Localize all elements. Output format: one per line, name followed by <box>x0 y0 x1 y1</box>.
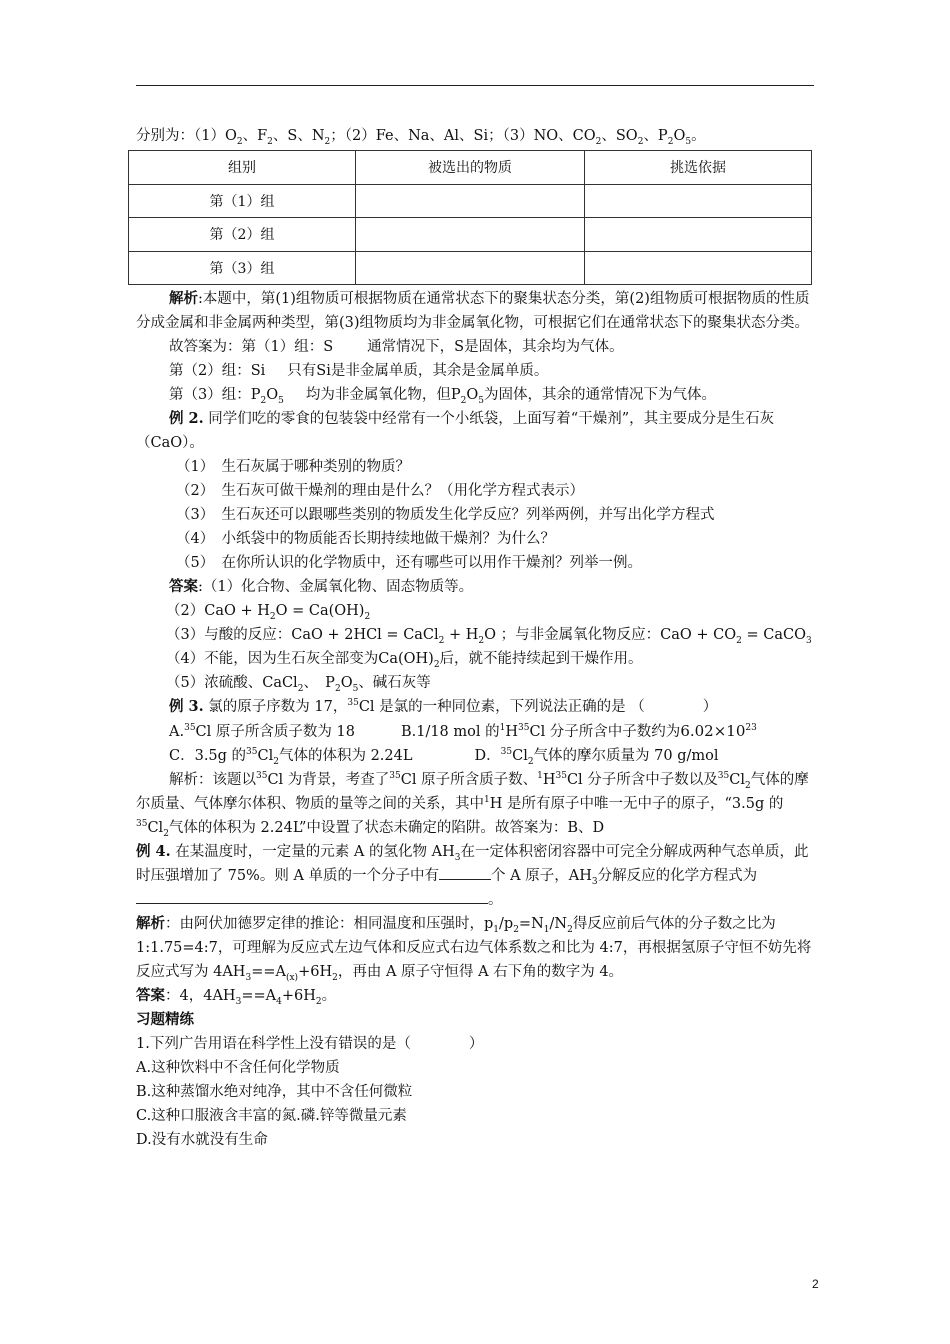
ex4-stem: 例 4. 在某温度时，一定量的元素 A 的氢化物 $AH_3$在一定体积密闭容器中可完全分解成两种气态单质，此时压强增加了 75%。则 A 单质的一个分子中有 个 A 原子，$AH_3$分解反应的化学方程式为。 <box>136 843 809 908</box>
ex3-stem: 例 3. 氯的原子序数为 17，$^{35}$Cl 是氯的一种同位素，下列说法正确的是 （ ） <box>169 698 718 715</box>
intro-line: 分别为：$(1)O_2$、$F_2$、S、$N_2$；（2）Fe、Na、Al、Si；（3）NO、$CO_2$、$SO_2$、$P_2O_5$。 <box>136 128 706 147</box>
table-cell: 第（3）组 <box>129 251 356 285</box>
ex2-question: （4） 小纸袋中的物质能否长期持续地做干燥剂？为什么？ <box>176 531 555 547</box>
table-cell: 第（2）组 <box>129 218 356 252</box>
ex3-options-ab: A.$^{35}$Cl 原子所含质子数为 18 B.1/18 mol 的$^1H^{35}Cl$ 分子所含中子数约为$6.02\times 10^{23}$ <box>169 722 757 740</box>
table-row <box>129 184 812 218</box>
ex2-question: （2） 生石灰可做干燥剂的理由是什么？（用化学方程式表示） <box>176 483 584 499</box>
table-row <box>129 218 812 252</box>
table-header: 组别 <box>129 151 356 185</box>
ex4-answer: 答案：4，$4AH_3==A_4+6H_2$。 <box>136 987 337 1007</box>
practice-title: 习题精练 <box>136 1011 194 1028</box>
page-content <box>136 124 826 1152</box>
ex2-stem: 例 2. 同学们吃的零食的包装袋中经常有一个小纸袋，上面写着“干燥剂”，其主要成分是生石灰（CaO）。 <box>136 410 775 451</box>
ex2-answer-3: （3）与酸的反应：CaO + 2HCl = CaCl$_2$ + $H_2O$ ；与非金属氧化物反应：CaO + $CO_2$ = CaCO$_3$ <box>166 627 812 646</box>
ex4-analysis: 解析：由阿伏加德罗定律的推论：相同温度和压强时，$p_1/p_2=N_1/N_2$得反应前后气体的分子数之比为 1:1.75=4:7，可理解为反应式左边气体和反应式右边气体系数之和比为 4:7，再根据氢原子守恒不妨先将反应式写为 $4AH_3==A_{(x)}+6H_2$，再由 A 原子守恒得 A 右下角的数字为 4。 <box>136 915 812 983</box>
table-cell: 第（1）组 <box>129 184 356 218</box>
page-number: 2 <box>812 1277 819 1291</box>
practice-option: A.这种饮料中不含任何化学物质 <box>136 1060 340 1076</box>
ex2-answer-5: （5）浓硫酸、CaCl$_2$、 $P_2O_5$、碱石灰等 <box>166 675 431 694</box>
table-cell <box>356 218 585 252</box>
table-cell <box>356 251 585 285</box>
table-row <box>129 251 812 285</box>
ex2-answer-2: $(2)CaO + H_2O = Ca(OH)_2$ <box>166 603 371 622</box>
table-header: 挑选依据 <box>585 151 812 185</box>
table-cell <box>585 251 812 285</box>
table-header-row <box>129 151 812 185</box>
header-rule <box>136 85 814 86</box>
answer-blank[interactable] <box>439 865 491 880</box>
ex2-answer-4: （4）不能，因为生石灰全部变为$Ca(OH)_2$后，就不能持续起到干燥作用。 <box>166 651 643 670</box>
ex2-answer-1: 答案:（1）化合物、金属氧化物、固态物质等。 <box>169 578 474 595</box>
intro-text: 分别为：（1）O <box>136 128 237 144</box>
practice-option: C.这种口服液含丰富的氮.磷.锌等微量元素 <box>136 1108 407 1124</box>
ex1-answer-2: 第（2）组：Si 只有Si是非金属单质，其余是金属单质。 <box>169 363 549 379</box>
ex2-question: （1） 生石灰属于哪种类别的物质？ <box>176 459 410 475</box>
answer-blank[interactable] <box>136 889 488 904</box>
table-header: 被选出的物质 <box>356 151 585 185</box>
ex1-answer-3: 第（3）组：$P_2O_5$ 均为非金属氧化物，但$P_2O_5$为固体，其余的通常情况下为气体。 <box>169 387 716 406</box>
ex2-question: （5） 在你所认识的化学物质中，还有哪些可以用作干燥剂？列举一例。 <box>176 555 642 571</box>
ex2-question: （3） 生石灰还可以跟哪些类别的物质发生化学反应？列举两例，并写出化学方程式 <box>176 507 715 523</box>
table-cell <box>356 184 585 218</box>
ex1-analysis: 解析:本题中，第(1)组物质可根据物质在通常状态下的聚集状态分类，第(2)组物质可根据物质的性质分成金属和非金属两种类型，第(3)组物质均为非金属氧化物，可根据它们在通常状态下的聚集状态分类。 <box>136 290 810 331</box>
practice-option: D.没有水就没有生命 <box>136 1132 268 1148</box>
ex3-analysis: 解析：该题以$^{35}$Cl 为背景，考查了$^{35}$Cl 原子所含质子数、$^1H^{35}Cl$ 分子所含中子数以及$^{35}Cl_2$气体的摩尔质量、气体摩尔体积、物质的量等之间的关系，其中$^1$H 是所有原子中唯一无中子的原子，“3.5g 的$^{35}Cl_2$气体的体积为 2.24L”中设置了状态未确定的陷阱。故答案为：B、D <box>136 771 809 839</box>
table-cell <box>585 218 812 252</box>
selection-table <box>128 150 812 285</box>
table-cell <box>585 184 812 218</box>
ex1-answer-1: 故答案为：第（1）组：S 通常情况下，S是固体，其余均为气体。 <box>169 339 624 355</box>
practice-option: B.这种蒸馏水绝对纯净，其中不含任何微粒 <box>136 1084 413 1100</box>
practice-question: 1.下列广告用语在科学性上没有错误的是（ ） <box>136 1036 484 1052</box>
ex3-options-cd: C．3.5g 的$^{35}Cl_2$气体的体积为 2.24L D．$^{35}Cl_2$气体的摩尔质量为 70 g/mol <box>169 747 719 767</box>
